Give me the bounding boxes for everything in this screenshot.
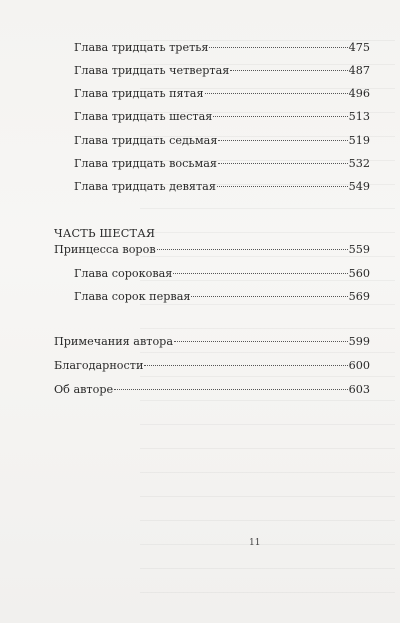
dot-leader (144, 365, 347, 366)
toc-entry-chapter-36 (74, 110, 370, 124)
toc-entry-label: Глава тридцать третья (74, 41, 209, 54)
toc-entry-acknowledgements (54, 359, 370, 373)
toc-entry-label: Благодарности (54, 359, 144, 372)
toc-entry-chapter-33 (74, 41, 370, 55)
dot-leader (230, 70, 347, 71)
bleed-through-text (140, 20, 395, 610)
toc-entry-label: Глава тридцать седьмая (74, 134, 218, 147)
toc-entry-page: 475 (348, 41, 370, 54)
page-number: 11 (249, 538, 261, 548)
toc-entry-chapter-41 (74, 290, 370, 304)
toc-entry-page: 600 (348, 359, 370, 372)
toc-entry-label: Принцесса воров (54, 243, 156, 256)
toc-entry-page: 569 (348, 290, 370, 303)
toc-entry-label: Глава тридцать девятая (74, 180, 216, 193)
toc-entry-page: 532 (348, 157, 370, 170)
toc-entry-label: Глава сороковая (74, 267, 173, 280)
toc-entry-label: Глава тридцать пятая (74, 87, 204, 100)
toc-entry-chapter-40 (74, 267, 370, 281)
toc-entry-page: 603 (348, 383, 370, 396)
toc-entry-page: 487 (348, 64, 370, 77)
toc-entry-label: Глава тридцать шестая (74, 110, 213, 123)
dot-leader (218, 140, 347, 141)
toc-entry-page: 549 (348, 180, 370, 193)
dot-leader (213, 116, 347, 117)
toc-entry-section-princess-of-thieves (54, 243, 370, 257)
toc-entry-page: 496 (348, 87, 370, 100)
dot-leader (205, 93, 348, 94)
dot-leader (218, 163, 348, 164)
toc-entry-label: Глава сорок первая (74, 290, 191, 303)
toc-entry-page: 559 (348, 243, 370, 256)
toc-entry-chapter-35 (74, 87, 370, 101)
dot-leader (174, 341, 348, 342)
dot-leader (209, 47, 347, 48)
toc-entry-page: 513 (348, 110, 370, 123)
toc-entry-label: Примечания автора (54, 335, 174, 348)
toc-entry-chapter-39 (74, 180, 370, 194)
dot-leader (217, 186, 348, 187)
dot-leader (191, 296, 347, 297)
toc-entry-about-author (54, 383, 370, 397)
dot-leader (173, 273, 347, 274)
toc-entry-page: 519 (348, 134, 370, 147)
toc-entry-chapter-38 (74, 157, 370, 171)
toc-entry-chapter-37 (74, 134, 370, 148)
dot-leader (157, 249, 348, 250)
toc-entry-page: 599 (348, 335, 370, 348)
part-six-title: ЧАСТЬ ШЕСТАЯ (54, 227, 156, 240)
toc-entry-author-notes (54, 335, 370, 349)
toc-entry-label: Об авторе (54, 383, 114, 396)
toc-entry-label: Глава тридцать четвертая (74, 64, 230, 77)
toc-entry-page: 560 (348, 267, 370, 280)
toc-entry-label: Глава тридцать восьмая (74, 157, 217, 170)
toc-entry-chapter-34 (74, 64, 370, 78)
dot-leader (114, 389, 348, 390)
